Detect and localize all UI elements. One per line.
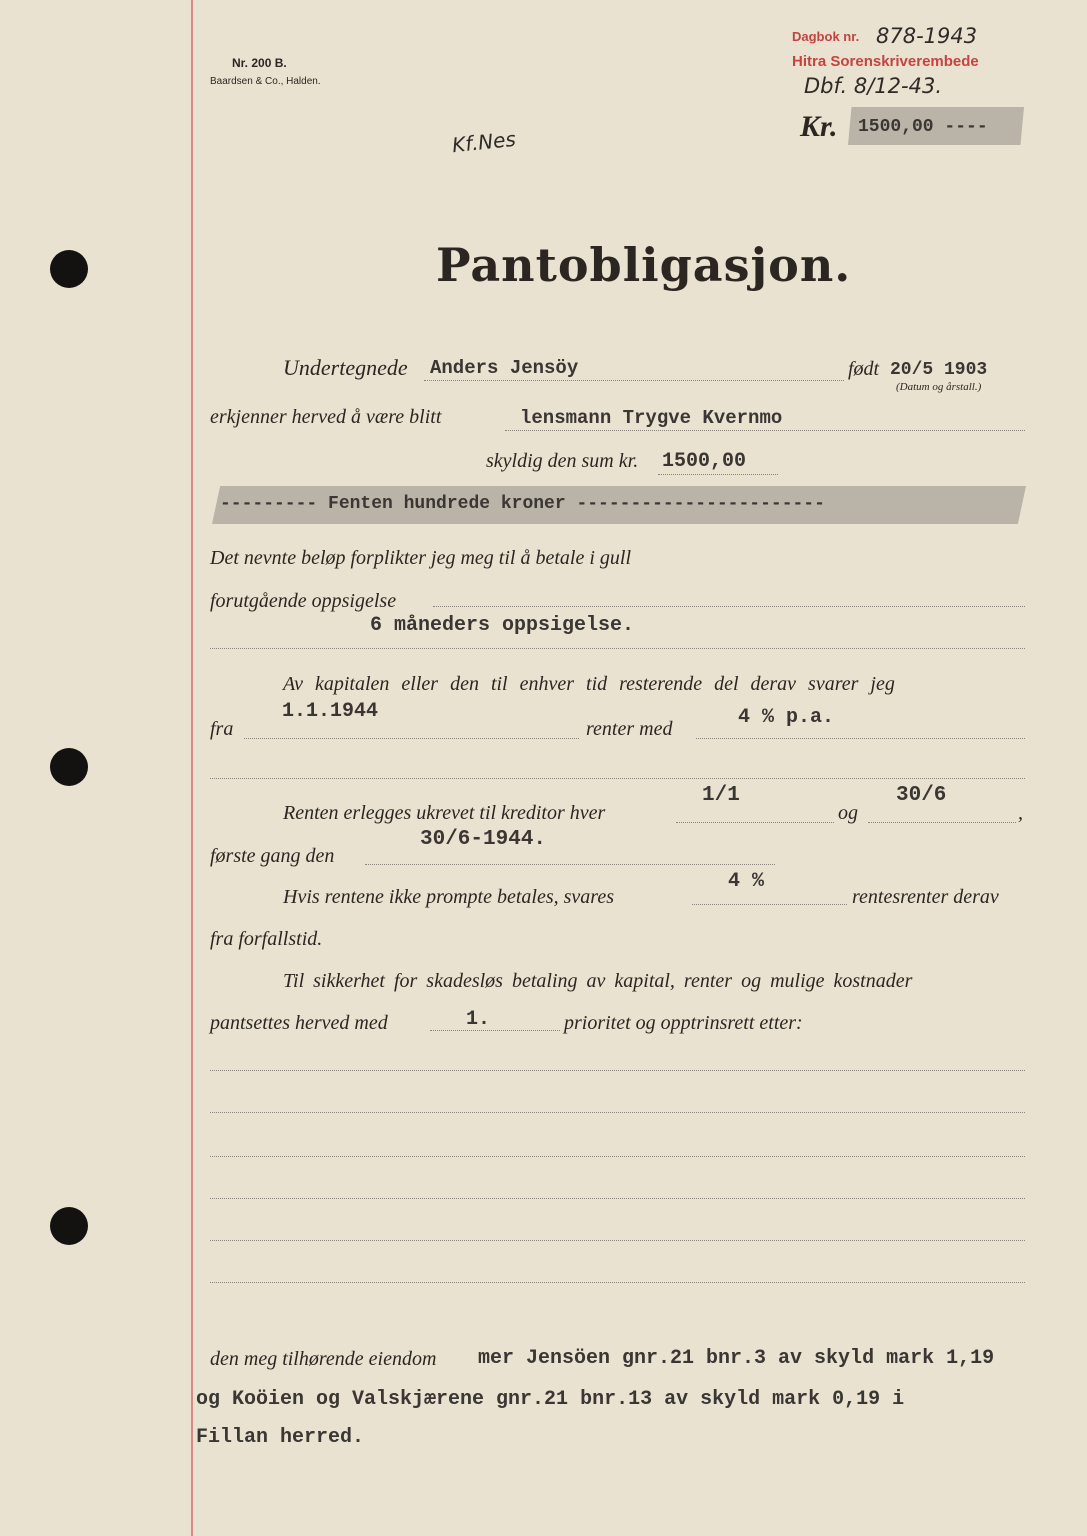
late-line-2: fra forfallstid. xyxy=(210,928,323,950)
stamp-dagbok-number: 878-1943 xyxy=(876,24,978,48)
stamp-office: Hitra Sorenskriverembede xyxy=(792,53,979,70)
blank-line-3 xyxy=(210,1156,1025,1157)
blank-line-5 xyxy=(210,1240,1025,1241)
creditor-name: lensmann Trygve Kvernmo xyxy=(520,407,783,429)
born-value: 20/5 1903 xyxy=(890,360,988,380)
document-title: Pantobligasjon. xyxy=(436,238,852,292)
sum-label: skyldig den sum kr. xyxy=(486,450,639,472)
notice-line-1 xyxy=(433,606,1025,607)
priority-suffix: prioritet og opptrinsrett etter: xyxy=(564,1012,803,1034)
sum-value: 1500,00 xyxy=(662,450,747,473)
late-line: Hvis rentene ikke prompte betales, svares xyxy=(283,886,615,908)
priority-line xyxy=(430,1030,560,1031)
sum-words: --------- Fenten hundrede kroner ----------------------- xyxy=(220,494,825,514)
blank-line-6 xyxy=(210,1282,1025,1283)
born-label: født xyxy=(848,358,880,380)
payment-date1: 1/1 xyxy=(702,784,740,807)
interest-rate-value: 4 % p.a. xyxy=(738,706,835,729)
property-line-1: mer Jensöen gnr.21 bnr.3 av skyld mark 1,19 xyxy=(478,1347,995,1370)
payment-og: og xyxy=(838,802,858,824)
blank-line-1 xyxy=(210,1070,1025,1071)
interest-intro: Av kapitalen eller den til enhver tid resterende del derav svarer jeg xyxy=(283,673,895,695)
amount-value: 1500,00 ---- xyxy=(858,117,988,137)
amount-label: Kr. xyxy=(800,110,838,143)
interest-rate-label: renter med xyxy=(586,718,673,740)
sum-line xyxy=(658,474,778,475)
form-printer: Baardsen & Co., Halden. xyxy=(210,76,321,87)
notice-value: 6 måneders oppsigelse. xyxy=(370,614,635,637)
born-hint: (Datum og årstall.) xyxy=(896,381,982,393)
payment-date2-line xyxy=(868,822,1016,823)
gold-clause: Det nevnte beløp forplikter jeg meg til å betale i gull xyxy=(210,547,632,569)
interest-from-label: fra xyxy=(210,718,234,740)
property-line-2: og Koöien og Valskjærene gnr.21 bnr.13 av skyld mark 0,19 i xyxy=(196,1388,905,1411)
debtor-label: Undertegnede xyxy=(283,355,408,380)
late-rate-line xyxy=(692,904,847,905)
interest-line-2 xyxy=(210,778,1025,779)
punch-hole-bottom xyxy=(50,1207,88,1245)
first-payment-value: 30/6-1944. xyxy=(420,828,547,851)
pledge-label: pantsettes herved med xyxy=(210,1012,388,1034)
first-payment-label: første gang den xyxy=(210,845,335,867)
property-line-3: Fillan herred. xyxy=(196,1426,365,1449)
stamp-handwritten-date: Dbf. 8/12-43. xyxy=(804,74,943,98)
interest-rate-line xyxy=(696,738,1025,739)
interest-from-line xyxy=(244,738,579,739)
debtor-line xyxy=(424,380,844,381)
late-rate: 4 % xyxy=(728,870,765,893)
punch-hole-top xyxy=(50,250,88,288)
payment-date2: 30/6 xyxy=(896,784,947,807)
notice-label: forutgående oppsigelse xyxy=(210,590,397,612)
debtor-name: Anders Jensöy xyxy=(430,357,579,379)
payment-comma: , xyxy=(1018,802,1023,824)
security-line: Til sikkerhet for skadesløs betaling av kapital, renter og mulige kostnader xyxy=(283,970,913,992)
blank-line-4 xyxy=(210,1198,1025,1199)
priority-value: 1. xyxy=(466,1008,491,1031)
first-payment-line xyxy=(365,864,775,865)
blank-line-2 xyxy=(210,1112,1025,1113)
top-note: Kf.Nes xyxy=(450,126,517,158)
margin-line xyxy=(191,0,193,1536)
payment-line: Renten erlegges ukrevet til kreditor hver xyxy=(283,802,606,824)
interest-from-value: 1.1.1944 xyxy=(282,700,379,723)
form-number: Nr. 200 B. xyxy=(232,56,287,70)
property-label: den meg tilhørende eiendom xyxy=(210,1348,437,1370)
notice-line-2 xyxy=(210,648,1025,649)
creditor-label: erkjenner herved å være blitt xyxy=(210,406,442,428)
creditor-line xyxy=(505,430,1025,431)
payment-date1-line xyxy=(676,822,834,823)
punch-hole-middle xyxy=(50,748,88,786)
stamp-dagbok-label: Dagbok nr. xyxy=(792,29,860,44)
late-suffix: rentesrenter derav xyxy=(852,886,999,908)
